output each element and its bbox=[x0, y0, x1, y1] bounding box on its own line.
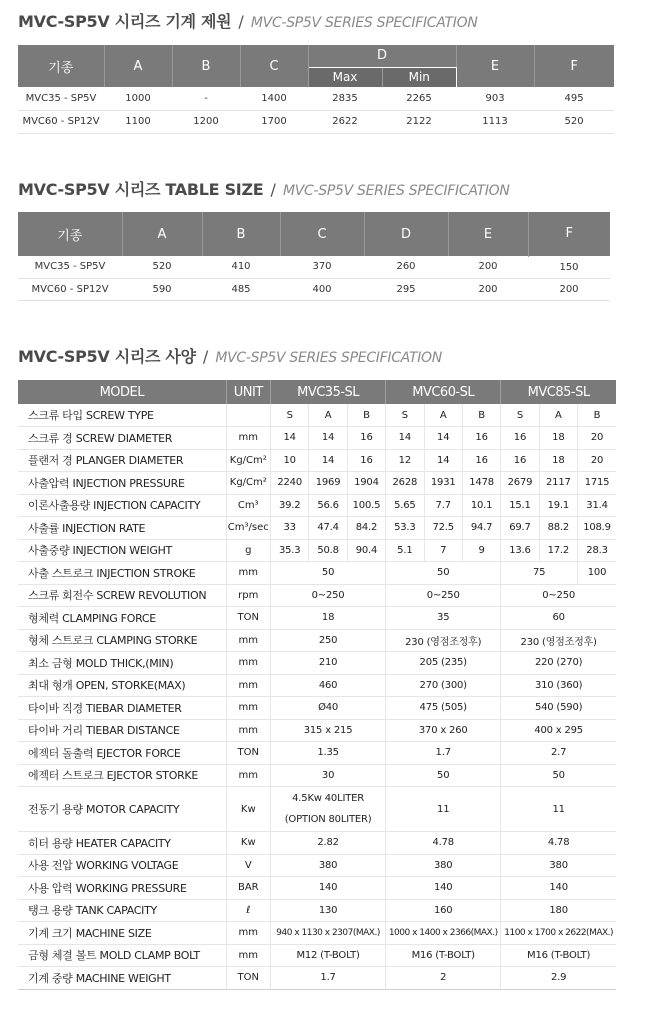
header-f: F bbox=[528, 212, 610, 256]
header-model: 기종 bbox=[18, 45, 104, 87]
table-row bbox=[18, 256, 610, 278]
cell: 315 x 215 bbox=[271, 719, 386, 742]
cell: 1931 bbox=[424, 472, 462, 495]
cell: A bbox=[309, 404, 347, 427]
row-unit: mm bbox=[226, 562, 270, 585]
table-row bbox=[18, 87, 614, 110]
cell: 75 bbox=[501, 562, 578, 585]
cell: 250 bbox=[271, 629, 386, 652]
cell: B bbox=[347, 404, 385, 427]
cell: B bbox=[578, 404, 616, 427]
table-row bbox=[18, 787, 616, 832]
cell: 1715 bbox=[578, 472, 616, 495]
section1-title-kr: MVC-SP5V 시리즈 기계 제원 bbox=[18, 12, 232, 31]
table-row bbox=[18, 944, 616, 967]
cell: A bbox=[539, 404, 577, 427]
section3-title-en: MVC-SP5V SERIES SPECIFICATION bbox=[215, 350, 442, 366]
section3-title bbox=[18, 344, 442, 367]
table-row bbox=[18, 472, 616, 495]
row-unit: V bbox=[226, 854, 270, 877]
cell: 50 bbox=[501, 764, 616, 787]
cell: 2240 bbox=[271, 472, 309, 495]
cell: 35 bbox=[386, 607, 501, 630]
cell: 53.3 bbox=[386, 517, 424, 540]
row-unit: rpm bbox=[226, 584, 270, 607]
cell: MVC35 - SP5V bbox=[18, 87, 104, 110]
cell: S bbox=[386, 404, 424, 427]
cell: 16 bbox=[462, 449, 500, 472]
cell: 2122 bbox=[382, 110, 456, 133]
row-label: 기계 중량 MACHINE WEIGHT bbox=[18, 967, 226, 990]
header-a: A bbox=[122, 212, 202, 256]
cell: 15.1 bbox=[501, 494, 539, 517]
header-model: MODEL bbox=[18, 380, 226, 404]
cell: 230 (영점조정후) bbox=[501, 629, 616, 652]
section1-title-en: MVC-SP5V SERIES SPECIFICATION bbox=[250, 15, 478, 31]
cell: 1478 bbox=[462, 472, 500, 495]
header-c: C bbox=[240, 45, 308, 87]
row-label: 타이바 직경 TIEBAR DIAMETER bbox=[18, 697, 226, 720]
cell: 20 bbox=[578, 427, 616, 450]
table-row bbox=[18, 877, 616, 900]
cell: 2835 bbox=[308, 87, 382, 110]
row-unit: BAR bbox=[226, 877, 270, 900]
table-row bbox=[18, 674, 616, 697]
row-label: 형체력 CLAMPING FORCE bbox=[18, 607, 226, 630]
cell: 1100 x 1700 x 2622(MAX.) bbox=[501, 922, 616, 945]
cell: 1400 bbox=[240, 87, 308, 110]
table-row bbox=[18, 742, 616, 765]
table-row bbox=[18, 922, 616, 945]
header-a: A bbox=[104, 45, 172, 87]
cell: 33 bbox=[271, 517, 309, 540]
cell: 12 bbox=[386, 449, 424, 472]
row-unit: mm bbox=[226, 764, 270, 787]
row-label: 사용 압력 WORKING PRESSURE bbox=[18, 877, 226, 900]
section3-title-separator: / bbox=[202, 347, 209, 366]
row-unit: mm bbox=[226, 674, 270, 697]
table-row bbox=[18, 629, 616, 652]
header-c: C bbox=[280, 212, 364, 256]
cell: 495 bbox=[534, 87, 614, 110]
cell: 72.5 bbox=[424, 517, 462, 540]
table-row bbox=[18, 697, 616, 720]
row-label: 사출 스트로크 INJECTION STROKE bbox=[18, 562, 226, 585]
cell: 108.9 bbox=[578, 517, 616, 540]
row-label: 플랜저 경 PLANGER DIAMETER bbox=[18, 449, 226, 472]
cell: 10.1 bbox=[462, 494, 500, 517]
row-unit: ℓ bbox=[226, 899, 270, 922]
row-unit: TON bbox=[226, 967, 270, 990]
section2-title-en: MVC-SP5V SERIES SPECIFICATION bbox=[282, 183, 510, 199]
cell: 1100 bbox=[104, 110, 172, 133]
cell: 2622 bbox=[308, 110, 382, 133]
row-label: 금형 체결 볼트 MOLD CLAMP BOLT bbox=[18, 944, 226, 967]
header-mvc35: MVC35-SL bbox=[271, 380, 386, 404]
row-unit: TON bbox=[226, 607, 270, 630]
cell: 50.8 bbox=[309, 539, 347, 562]
cell: 14 bbox=[424, 427, 462, 450]
cell: 14 bbox=[271, 427, 309, 450]
cell: 230 (영점조정후) bbox=[386, 629, 501, 652]
cell: 310 (360) bbox=[501, 674, 616, 697]
cell: 1904 bbox=[347, 472, 385, 495]
cell bbox=[271, 787, 386, 832]
header-d-min: Min bbox=[382, 67, 456, 87]
cell: A bbox=[424, 404, 462, 427]
cell: 260 bbox=[364, 256, 448, 278]
cell: M12 (T-BOLT) bbox=[271, 944, 386, 967]
cell: 14 bbox=[386, 427, 424, 450]
cell: 56.6 bbox=[309, 494, 347, 517]
cell: S bbox=[501, 404, 539, 427]
cell: 200 bbox=[448, 256, 528, 278]
row-label: 스크류 경 SCREW DIAMETER bbox=[18, 427, 226, 450]
table-row bbox=[18, 404, 616, 427]
cell: 520 bbox=[122, 256, 202, 278]
cell: M16 (T-BOLT) bbox=[501, 944, 616, 967]
row-unit: Kw bbox=[226, 787, 270, 832]
row-unit: Cm³ bbox=[226, 494, 270, 517]
row-label: 에젝터 스트로크 EJECTOR STORKE bbox=[18, 764, 226, 787]
cell: 380 bbox=[386, 854, 501, 877]
cell: 14 bbox=[309, 427, 347, 450]
cell: 1.7 bbox=[271, 967, 386, 990]
row-unit: mm bbox=[226, 944, 270, 967]
table-row bbox=[18, 967, 616, 990]
row-label: 사용 전압 WORKING VOLTAGE bbox=[18, 854, 226, 877]
row-unit: Kw bbox=[226, 832, 270, 855]
row-unit: mm bbox=[226, 922, 270, 945]
row-unit: mm bbox=[226, 652, 270, 675]
cell: 400 bbox=[280, 278, 364, 300]
cell: MVC35 - SP5V bbox=[18, 256, 122, 278]
table-row bbox=[18, 832, 616, 855]
cell: S bbox=[271, 404, 309, 427]
row-label: 사출중량 INJECTION WEIGHT bbox=[18, 539, 226, 562]
cell: 2117 bbox=[539, 472, 577, 495]
cell: B bbox=[462, 404, 500, 427]
motor-line-1: 4.5Kw 40LITER bbox=[292, 793, 364, 804]
cell: 410 bbox=[202, 256, 280, 278]
cell: 5.1 bbox=[386, 539, 424, 562]
row-unit: g bbox=[226, 539, 270, 562]
row-label: 전동기 용량 MOTOR CAPACITY bbox=[18, 787, 226, 832]
cell: 1700 bbox=[240, 110, 308, 133]
cell: Ø40 bbox=[271, 697, 386, 720]
cell: 28.3 bbox=[578, 539, 616, 562]
header-b: B bbox=[172, 45, 240, 87]
row-unit: mm bbox=[226, 719, 270, 742]
machine-dimension-table bbox=[18, 45, 614, 134]
cell: 2 bbox=[386, 967, 501, 990]
row-unit: Cm³/sec bbox=[226, 517, 270, 540]
cell: 540 (590) bbox=[501, 697, 616, 720]
cell: 400 x 295 bbox=[501, 719, 616, 742]
cell: 4.78 bbox=[501, 832, 616, 855]
section1-title-separator: / bbox=[238, 12, 244, 31]
cell: 200 bbox=[448, 278, 528, 300]
cell: 31.4 bbox=[578, 494, 616, 517]
cell: 2679 bbox=[501, 472, 539, 495]
cell: 16 bbox=[462, 427, 500, 450]
header-mvc60: MVC60-SL bbox=[386, 380, 501, 404]
section2-title-separator: / bbox=[270, 180, 276, 199]
cell: 1000 x 1400 x 2366(MAX.) bbox=[386, 922, 501, 945]
cell: 100.5 bbox=[347, 494, 385, 517]
cell: 0~250 bbox=[501, 584, 616, 607]
row-label: 최대 형개 OPEN, STORKE(MAX) bbox=[18, 674, 226, 697]
cell: 380 bbox=[271, 854, 386, 877]
cell: 200 bbox=[528, 278, 610, 300]
cell: 475 (505) bbox=[386, 697, 501, 720]
cell: 1969 bbox=[309, 472, 347, 495]
cell: 180 bbox=[501, 899, 616, 922]
row-unit: Kg/Cm² bbox=[226, 472, 270, 495]
cell: 84.2 bbox=[347, 517, 385, 540]
row-label: 기계 크기 MACHINE SIZE bbox=[18, 922, 226, 945]
cell: 370 x 260 bbox=[386, 719, 501, 742]
table-row bbox=[18, 427, 616, 450]
cell: 39.2 bbox=[271, 494, 309, 517]
cell: 18 bbox=[539, 427, 577, 450]
row-unit: mm bbox=[226, 697, 270, 720]
cell: 10 bbox=[271, 449, 309, 472]
cell: 140 bbox=[271, 877, 386, 900]
cell: 940 x 1130 x 2307(MAX.) bbox=[271, 922, 386, 945]
row-unit: mm bbox=[226, 629, 270, 652]
row-unit: TON bbox=[226, 742, 270, 765]
table-row bbox=[18, 494, 616, 517]
cell: 2628 bbox=[386, 472, 424, 495]
cell: 1.7 bbox=[386, 742, 501, 765]
table-row bbox=[18, 539, 616, 562]
cell: 18 bbox=[539, 449, 577, 472]
cell: 460 bbox=[271, 674, 386, 697]
cell: MVC60 - SP12V bbox=[18, 110, 104, 133]
cell: 19.1 bbox=[539, 494, 577, 517]
table-row bbox=[18, 899, 616, 922]
table-row bbox=[18, 562, 616, 585]
row-label: 탱크 용량 TANK CAPACITY bbox=[18, 899, 226, 922]
section2-title bbox=[18, 177, 510, 200]
cell: 903 bbox=[456, 87, 534, 110]
cell: 30 bbox=[271, 764, 386, 787]
cell: 18 bbox=[271, 607, 386, 630]
cell: 14 bbox=[424, 449, 462, 472]
cell: 1113 bbox=[456, 110, 534, 133]
cell: 1.35 bbox=[271, 742, 386, 765]
cell: 7.7 bbox=[424, 494, 462, 517]
cell: 88.2 bbox=[539, 517, 577, 540]
row-label: 사출률 INJECTION RATE bbox=[18, 517, 226, 540]
header-model: 기종 bbox=[18, 212, 122, 256]
spec-table bbox=[18, 380, 616, 990]
cell: 9 bbox=[462, 539, 500, 562]
section2-title-kr: MVC-SP5V 시리즈 TABLE SIZE bbox=[18, 180, 264, 199]
cell: 16 bbox=[347, 427, 385, 450]
table-row bbox=[18, 278, 610, 300]
cell: 35.3 bbox=[271, 539, 309, 562]
cell: 270 (300) bbox=[386, 674, 501, 697]
cell: 205 (235) bbox=[386, 652, 501, 675]
cell: 94.7 bbox=[462, 517, 500, 540]
cell: 520 bbox=[534, 110, 614, 133]
cell: 220 (270) bbox=[501, 652, 616, 675]
table-row bbox=[18, 110, 614, 133]
header-d: D bbox=[308, 45, 456, 67]
cell: 14 bbox=[309, 449, 347, 472]
section3-title-kr: MVC-SP5V 시리즈 사양 bbox=[18, 347, 196, 366]
cell: 2.7 bbox=[501, 742, 616, 765]
table-row bbox=[18, 584, 616, 607]
cell: 50 bbox=[386, 764, 501, 787]
cell: 380 bbox=[501, 854, 616, 877]
cell: 130 bbox=[271, 899, 386, 922]
cell: 590 bbox=[122, 278, 202, 300]
cell: 0~250 bbox=[386, 584, 501, 607]
cell: 16 bbox=[501, 427, 539, 450]
row-unit: Kg/Cm² bbox=[226, 449, 270, 472]
row-label: 히터 용량 HEATER CAPACITY bbox=[18, 832, 226, 855]
cell: 11 bbox=[386, 787, 501, 832]
cell: M16 (T-BOLT) bbox=[386, 944, 501, 967]
cell: 140 bbox=[501, 877, 616, 900]
cell: 210 bbox=[271, 652, 386, 675]
row-label: 형체 스트로크 CLAMPING STORKE bbox=[18, 629, 226, 652]
row-label: 타이바 거리 TIEBAR DISTANCE bbox=[18, 719, 226, 742]
cell: 16 bbox=[501, 449, 539, 472]
row-unit: mm bbox=[226, 427, 270, 450]
cell: 2.9 bbox=[501, 967, 616, 990]
header-mvc85: MVC85-SL bbox=[501, 380, 616, 404]
table-row bbox=[18, 607, 616, 630]
row-unit bbox=[226, 404, 270, 427]
cell: 90.4 bbox=[347, 539, 385, 562]
header-e: E bbox=[456, 45, 534, 87]
table-row bbox=[18, 517, 616, 540]
cell: 150 bbox=[528, 256, 610, 278]
table-row bbox=[18, 449, 616, 472]
header-b: B bbox=[202, 212, 280, 256]
cell: 69.7 bbox=[501, 517, 539, 540]
cell: 16 bbox=[347, 449, 385, 472]
row-label: 최소 금형 MOLD THICK,(MIN) bbox=[18, 652, 226, 675]
cell: 5.65 bbox=[386, 494, 424, 517]
section1-title bbox=[18, 9, 478, 32]
cell: 13.6 bbox=[501, 539, 539, 562]
cell: 100 bbox=[578, 562, 616, 585]
cell: 2.82 bbox=[271, 832, 386, 855]
cell: 295 bbox=[364, 278, 448, 300]
table-row bbox=[18, 764, 616, 787]
header-d-max: Max bbox=[308, 67, 382, 87]
cell: 50 bbox=[386, 562, 501, 585]
cell: 1000 bbox=[104, 87, 172, 110]
row-label: 스크류 타입 SCREW TYPE bbox=[18, 404, 226, 427]
table-size-table bbox=[18, 212, 610, 301]
row-label: 사출압력 INJECTION PRESSURE bbox=[18, 472, 226, 495]
cell: 50 bbox=[271, 562, 386, 585]
cell: - bbox=[172, 87, 240, 110]
cell: 2265 bbox=[382, 87, 456, 110]
cell: MVC60 - SP12V bbox=[18, 278, 122, 300]
motor-line-2: (OPTION 80LITER) bbox=[284, 814, 372, 825]
cell: 0~250 bbox=[271, 584, 386, 607]
cell: 4.78 bbox=[386, 832, 501, 855]
row-label: 스크류 회전수 SCREW REVOLUTION bbox=[18, 584, 226, 607]
table-row bbox=[18, 652, 616, 675]
header-e: E bbox=[448, 212, 528, 256]
table-row bbox=[18, 854, 616, 877]
cell: 60 bbox=[501, 607, 616, 630]
cell: 370 bbox=[280, 256, 364, 278]
table-row bbox=[18, 719, 616, 742]
row-label: 에젝터 돌출력 EJECTOR FORCE bbox=[18, 742, 226, 765]
cell: 1200 bbox=[172, 110, 240, 133]
cell: 7 bbox=[424, 539, 462, 562]
cell: 160 bbox=[386, 899, 501, 922]
header-unit: UNIT bbox=[226, 380, 270, 404]
cell: 17.2 bbox=[539, 539, 577, 562]
row-label: 이론사출용량 INJECTION CAPACITY bbox=[18, 494, 226, 517]
header-f: F bbox=[534, 45, 614, 87]
cell: 20 bbox=[578, 449, 616, 472]
cell: 485 bbox=[202, 278, 280, 300]
cell: 11 bbox=[501, 787, 616, 832]
header-d: D bbox=[364, 212, 448, 256]
cell: 140 bbox=[386, 877, 501, 900]
cell: 47.4 bbox=[309, 517, 347, 540]
